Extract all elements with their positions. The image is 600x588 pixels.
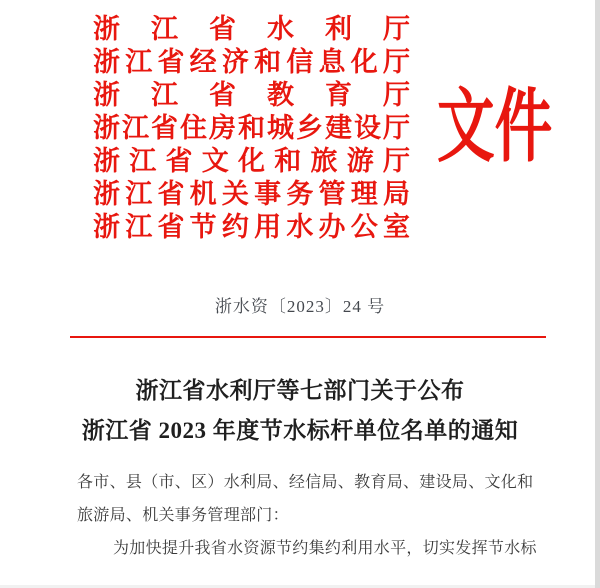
document-title-line1: 浙江省水利厅等七部门关于公布: [135, 378, 465, 403]
department-name-line: 浙江省节约用水办公室: [93, 212, 410, 242]
department-name-line: 浙江省经济和信息化厅: [93, 47, 410, 77]
department-name-line: 浙江省教育厅: [93, 80, 410, 110]
department-name-line: 浙江省住房和城乡建设厅: [93, 113, 410, 143]
salutation-line2: 旅游局、机关事务管理部门：: [77, 507, 289, 524]
doc-type-label: 文件: [437, 84, 553, 172]
department-name-line: 浙江省机关事务管理局: [93, 179, 410, 209]
page-right-edge: [595, 0, 600, 588]
department-name-line: 浙江省水利厅: [93, 14, 410, 44]
red-separator-rule: [70, 336, 546, 338]
salutation-line1: 各市、县（市、区）水利局、经信局、教育局、建设局、文化和: [77, 474, 534, 491]
doc-number: 浙水资〔2023〕24 号: [214, 297, 386, 316]
body-paragraph-line1: 为加快提升我省水资源节约集约利用水平，切实发挥节水标: [113, 540, 537, 557]
letterhead-departments: [93, 13, 410, 244]
document-body: [77, 466, 537, 565]
document-title-line2: 浙江省 2023 年度节水标杆单位名单的通知: [81, 418, 519, 443]
department-name-line: 浙江省文化和旅游厅: [93, 146, 410, 176]
document-title: [0, 371, 600, 451]
